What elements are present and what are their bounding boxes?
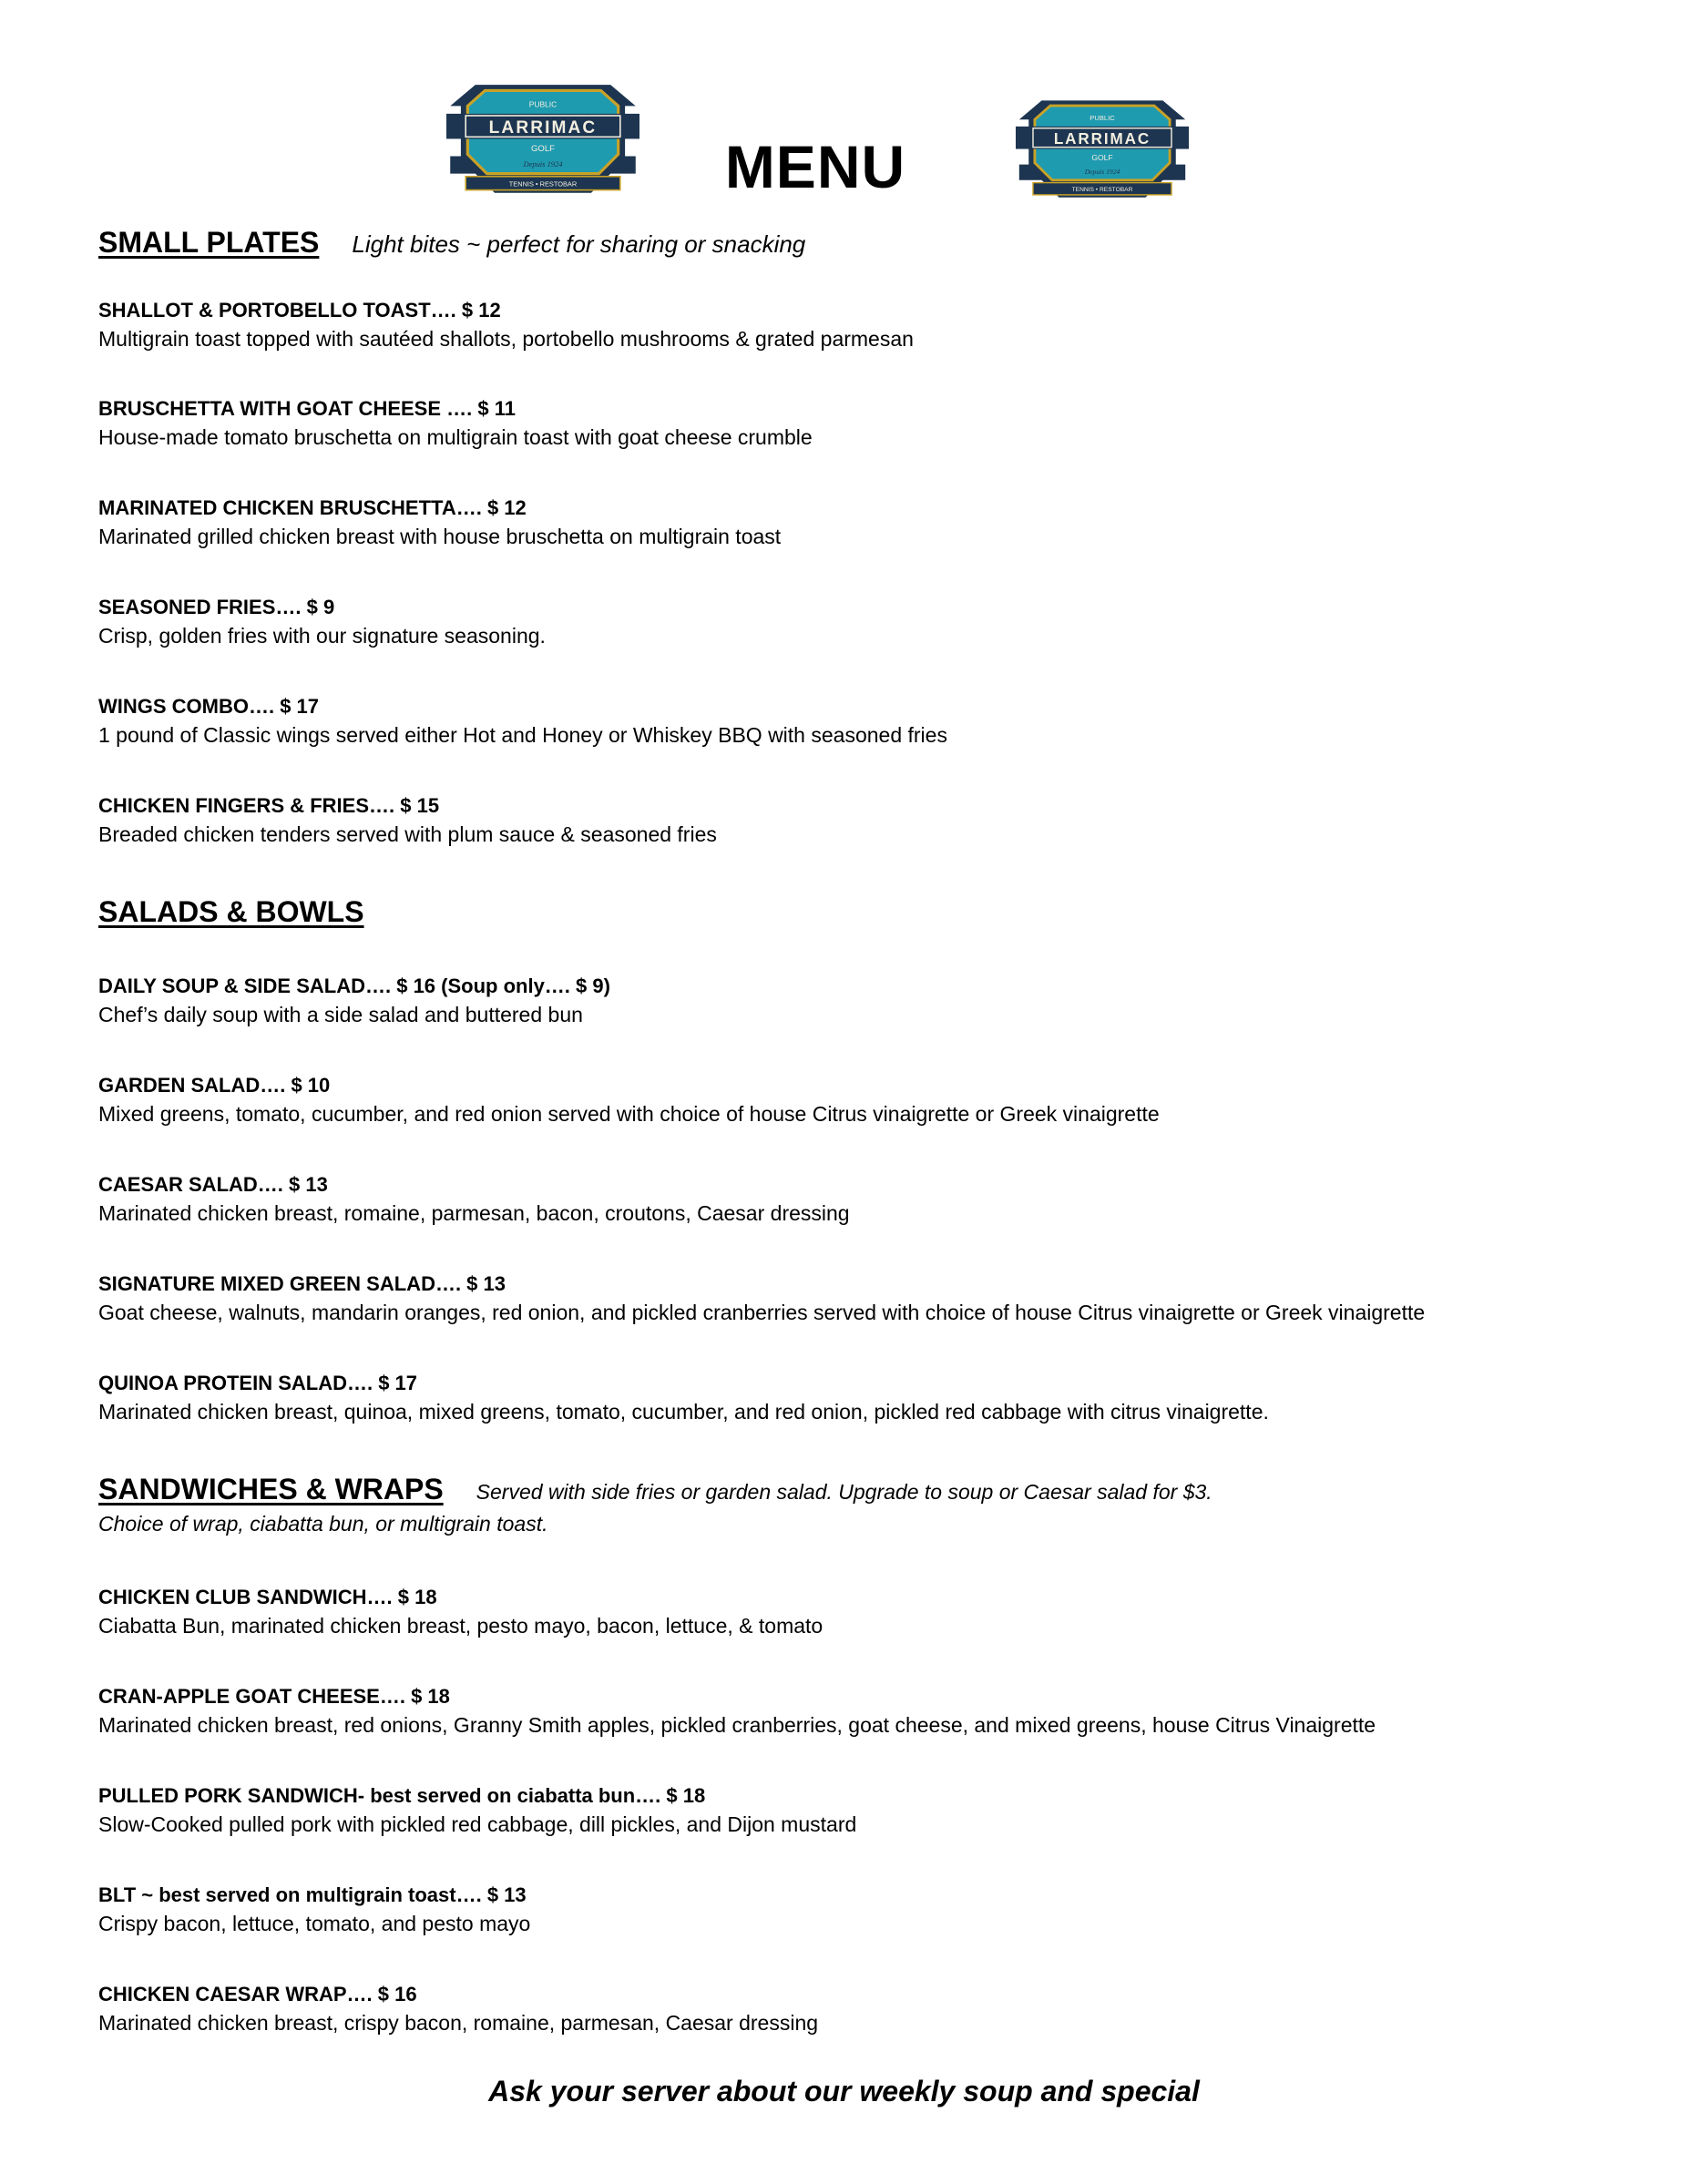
section-title: SMALL PLATES — [98, 226, 320, 259]
section-header-sandwiches-wraps — [98, 1473, 1212, 1506]
svg-text:Depuis 1924: Depuis 1924 — [523, 159, 563, 169]
section-title: SALADS & BOWLS — [98, 895, 364, 928]
menu-item — [98, 1072, 1647, 1128]
menu-item-name: PULLED PORK SANDWICH- best served on ciabatta bun…. $ 18 — [98, 1784, 706, 1807]
menu-item-description: 1 pound of Classic wings served either Hot and Honey or Whiskey BBQ with seasoned fries — [98, 723, 947, 747]
section-subtitle: Served with side fries or garden salad. Upgrade to soup or Caesar salad for $3. — [476, 1480, 1212, 1504]
section-subtitle: Light bites ~ perfect for sharing or snacking — [352, 230, 806, 258]
svg-text:TENNIS • RESTOBAR: TENNIS • RESTOBAR — [1071, 187, 1133, 194]
menu-item-name: CHICKEN CLUB SANDWICH…. $ 18 — [98, 1586, 437, 1608]
menu-item — [98, 693, 1647, 750]
menu-item-name: CAESAR SALAD…. $ 13 — [98, 1173, 328, 1196]
menu-item-name: SIGNATURE MIXED GREEN SALAD…. $ 13 — [98, 1272, 506, 1295]
menu-item-name: CRAN-APPLE GOAT CHEESE…. $ 18 — [98, 1685, 450, 1708]
section-header-salads-bowls — [98, 895, 364, 929]
menu-item — [98, 792, 1647, 849]
menu-item — [98, 395, 1647, 452]
menu-item-description: Mixed greens, tomato, cucumber, and red onion served with choice of house Citrus vinaigrette or Greek vinaigrette — [98, 1102, 1160, 1126]
menu-item-name: MARINATED CHICKEN BRUSCHETTA…. $ 12 — [98, 496, 527, 519]
larrimac-logo-graphic — [1016, 93, 1189, 207]
menu-item-name: SEASONED FRIES…. $ 9 — [98, 596, 335, 618]
menu-item-name: WINGS COMBO…. $ 17 — [98, 695, 320, 718]
menu-item — [98, 1981, 1647, 2037]
menu-item-description: Breaded chicken tenders served with plum sauce & seasoned fries — [98, 822, 717, 846]
menu-item — [98, 1370, 1647, 1426]
svg-text:LARRIMAC: LARRIMAC — [488, 118, 598, 138]
menu-item-name: SHALLOT & PORTOBELLO TOAST…. $ 12 — [98, 299, 501, 321]
menu-item — [98, 973, 1647, 1029]
menu-item-description: Marinated chicken breast, red onions, Granny Smith apples, pickled cranberries, goat cheese, and mixed greens, house Citrus Vinaigrette — [98, 1713, 1376, 1737]
menu-item — [98, 1271, 1647, 1327]
svg-text:LARRIMAC: LARRIMAC — [1053, 129, 1151, 148]
menu-item-description: Marinated chicken breast, romaine, parmesan, bacon, croutons, Caesar dressing — [98, 1201, 850, 1225]
svg-text:Depuis 1924: Depuis 1924 — [1084, 168, 1120, 177]
menu-item-description: Multigrain toast topped with sautéed shallots, portobello mushrooms & grated parmesan — [98, 327, 914, 351]
menu-item-description: Slow-Cooked pulled pork with pickled red cabbage, dill pickles, and Dijon mustard — [98, 1812, 857, 1836]
larrimac-logo-graphic — [446, 75, 639, 205]
menu-item — [98, 594, 1647, 650]
menu-item — [98, 1683, 1647, 1740]
menu-item — [98, 1882, 1647, 1938]
menu-item-description: Crispy bacon, lettuce, tomato, and pesto mayo — [98, 1912, 531, 1935]
menu-item-description: Marinated grilled chicken breast with house bruschetta on multigrain toast — [98, 525, 782, 548]
menu-item-description: Ciabatta Bun, marinated chicken breast, pesto mayo, bacon, lettuce, & tomato — [98, 1614, 824, 1638]
section-subtitle-note: Choice of wrap, ciabatta bun, or multigrain toast. — [98, 1512, 548, 1536]
svg-text:GOLF: GOLF — [531, 144, 555, 155]
menu-item-name: GARDEN SALAD…. $ 10 — [98, 1074, 331, 1097]
menu-item-name: BRUSCHETTA WITH GOAT CHEESE …. $ 11 — [98, 397, 516, 420]
menu-item-description: Goat cheese, walnuts, mandarin oranges, red onion, and pickled cranberries served with choice of house Citrus vinaigrette or Greek vinaigrette — [98, 1301, 1426, 1324]
menu-item — [98, 1782, 1647, 1839]
menu-item-description: Marinated chicken breast, quinoa, mixed greens, tomato, cucumber, and red onion, pickled red cabbage with citrus vinaigrette. — [98, 1400, 1269, 1424]
section-title: SANDWICHES & WRAPS — [98, 1473, 444, 1505]
menu-item — [98, 1171, 1647, 1228]
menu-item — [98, 297, 1647, 353]
larrimac-logo-left — [446, 75, 639, 205]
svg-text:PUBLIC: PUBLIC — [528, 99, 558, 109]
svg-text:GOLF: GOLF — [1091, 152, 1113, 162]
section-header-small-plates — [98, 226, 805, 260]
footer-note: Ask your server about our weekly soup and special — [488, 2075, 1200, 2107]
menu-item-description: House-made tomato bruschetta on multigrain toast with goat cheese crumble — [98, 425, 813, 449]
menu-item-description: Marinated chicken breast, crispy bacon, romaine, parmesan, Caesar dressing — [98, 2011, 819, 2035]
svg-text:PUBLIC: PUBLIC — [1090, 114, 1115, 123]
menu-item-description: Chef’s daily soup with a side salad and buttered bun — [98, 1003, 583, 1026]
menu-item-name: CHICKEN CAESAR WRAP…. $ 16 — [98, 1983, 417, 2005]
svg-text:TENNIS • RESTOBAR: TENNIS • RESTOBAR — [508, 179, 578, 189]
menu-item-name: DAILY SOUP & SIDE SALAD…. $ 16 (Soup only…. $ 9) — [98, 975, 610, 997]
larrimac-logo-right — [1016, 93, 1189, 207]
menu-item-name: CHICKEN FINGERS & FRIES…. $ 15 — [98, 794, 440, 817]
menu-item-description: Crisp, golden fries with our signature seasoning. — [98, 624, 546, 648]
menu-item — [98, 495, 1647, 551]
menu-title: MENU — [724, 133, 906, 200]
menu-item-name: BLT ~ best served on multigrain toast…. $ 13 — [98, 1883, 527, 1906]
menu-item-name: QUINOA PROTEIN SALAD…. $ 17 — [98, 1372, 418, 1394]
menu-item — [98, 1584, 1647, 1640]
